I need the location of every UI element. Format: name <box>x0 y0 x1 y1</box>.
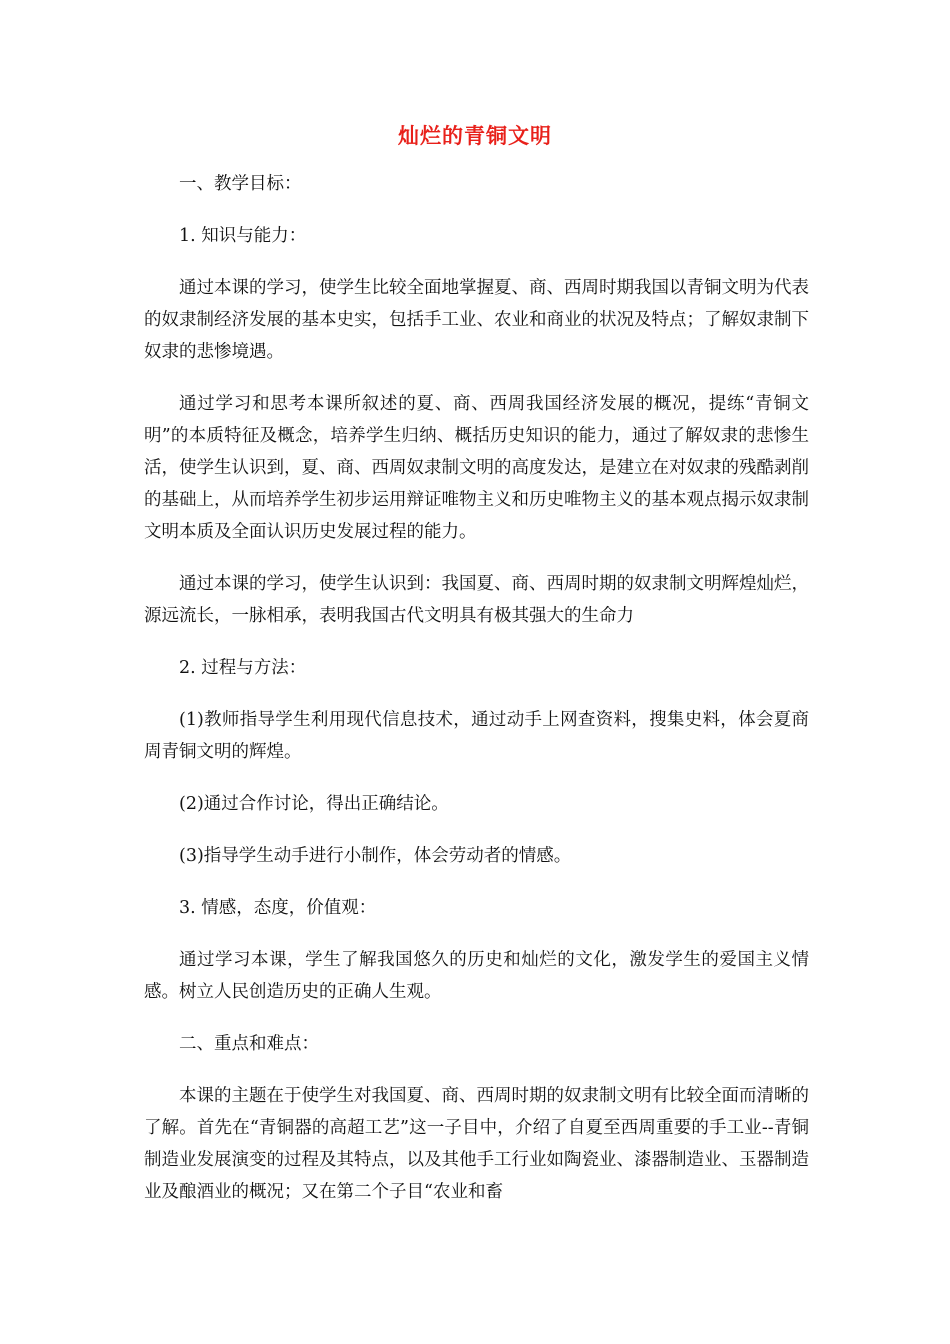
subheading-process-method: 2. 过程与方法： <box>179 658 307 678</box>
body-paragraph: 通过学习和思考本课所叙述的夏、商、西周我国经济发展的概况，提练“青铜文明”的本质特征及概念，培养学生归纳、概括历史知识的能力，通过了解奴隶的悲惨生活，使学生认识到，夏、商、西周奴隶制文明的高度发达，是建立在对奴隶的残酷剥削的基础上，从而培养学生初步运用辩证唯物主义和历史唯物主义的基本观点揭示奴隶制文明本质及全面认识历史发展过程的能力。 <box>144 394 809 542</box>
list-item: (1)教师指导学生利用现代信息技术，通过动手上网查资料，搜集史料，体会夏商周青铜文明的辉煌。 <box>144 710 809 762</box>
body-paragraph: 通过本课的学习，使学生认识到：我国夏、商、西周时期的奴隶制文明辉煌灿烂，源远流长，一脉相承，表明我国古代文明具有极其强大的生命力 <box>144 574 809 626</box>
body-paragraph: 通过本课的学习，使学生比较全面地掌握夏、商、西周时期我国以青铜文明为代表的奴隶制经济发展的基本史实，包括手工业、农业和商业的状况及特点；了解奴隶制下奴隶的悲惨境遇。 <box>144 278 809 362</box>
document-body <box>144 168 809 1228</box>
body-paragraph: 本课的主题在于使学生对我国夏、商、西周时期的奴隶制文明有比较全面而清晰的了解。首先在“青铜器的高超工艺”这一子目中，介绍了自夏至西周重要的手工业--青铜制造业发展演变的过程及其特点，以及其他手工行业如陶瓷业、漆器制造业、玉器制造业及酿酒业的概况；又在第二个子目“农业和畜 <box>144 1086 809 1202</box>
list-item: (2)通过合作讨论，得出正确结论。 <box>179 794 449 814</box>
section-heading-objectives: 一、教学目标： <box>179 174 302 194</box>
subheading-knowledge-ability: 1. 知识与能力： <box>179 226 307 246</box>
body-paragraph: 通过学习本课，学生了解我国悠久的历史和灿烂的文化，激发学生的爱国主义情感。树立人民创造历史的正确人生观。 <box>144 950 809 1002</box>
subheading-emotion-attitude-values: 3. 情感，态度，价值观： <box>179 898 377 918</box>
list-item: (3)指导学生动手进行小制作，体会劳动者的情感。 <box>179 846 572 866</box>
document-title: 灿烂的青铜文明 <box>398 124 552 148</box>
section-heading-key-points: 二、重点和难点： <box>179 1034 319 1054</box>
